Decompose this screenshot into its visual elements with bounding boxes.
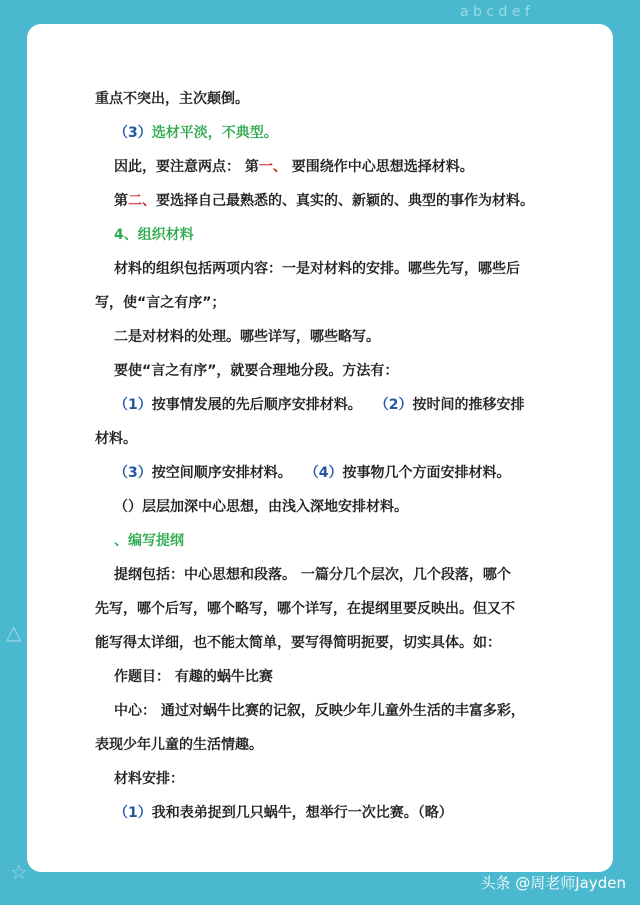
doodle-shape: △ [6, 620, 22, 644]
text-line [95, 150, 565, 184]
highlight-ordinal: 二、 [128, 193, 156, 209]
text-line [95, 184, 565, 218]
text-line: 写，使“言之有序”； [95, 295, 226, 311]
item-number: （4） [311, 465, 343, 481]
watermark: 头条 @周老师Jayden [480, 874, 626, 892]
text-line: 提纲包括：中心思想和段落。 一篇分几个层次，几个段落，哪个 [114, 567, 511, 583]
item-text: 按时间的推移安排 [412, 397, 525, 413]
item-text: 按事物几个方面安排材料。 [342, 465, 511, 481]
text-line [95, 456, 565, 490]
document-body [95, 82, 565, 830]
doodle-numbers: a b c d e f [460, 4, 530, 20]
item-number: （3） [114, 465, 152, 481]
doodle-star: ☆ [10, 860, 28, 884]
text-line: 中心： 通过对蜗牛比赛的记叙，反映少年儿童外生活的丰富多彩， [114, 703, 525, 719]
text-line: 要使“言之有序”，就要合理地分段。方法有： [114, 363, 399, 379]
text-line: （）层层加深中心思想，由浅入深地安排材料。 [114, 499, 408, 515]
text-segment: 因此，要注意两点： 第 [114, 159, 259, 175]
text-line: 材料安排： [114, 771, 184, 787]
text-line [95, 116, 565, 150]
item-text: 按空间顺序安排材料。 [151, 465, 292, 481]
text-line [95, 388, 565, 422]
item-number: （1） [114, 805, 152, 821]
section-heading: 4、组织材料 [114, 227, 194, 243]
item-number: （3） [114, 125, 152, 141]
item-text: 选材平淡，不典型。 [151, 125, 278, 141]
text-line: 材料。 [95, 431, 137, 447]
text-segment: 要选择自己最熟悉的、真实的、新颖的、典型的事作为材料。 [156, 193, 534, 209]
text-line: 材料的组织包括两项内容：一是对材料的安排。哪些先写，哪些后 [114, 261, 520, 277]
text-line: 先写，哪个后写，哪个略写，哪个详写，在提纲里要反映出。但又不 [95, 601, 515, 617]
text-segment: 要围绕作中心思想选择材料。 [286, 159, 474, 175]
section-heading: 、编写提纲 [114, 533, 184, 549]
text-line: 重点不突出，主次颠倒。 [95, 91, 249, 107]
text-line: 能写得太详细，也不能太简单，要写得简明扼要，切实具体。如： [95, 635, 501, 651]
item-number: （1） [114, 397, 152, 413]
item-text: 我和表弟捉到几只蜗牛，想举行一次比赛。（略） [151, 805, 453, 821]
text-line: 二是对材料的处理。哪些详写，哪些略写。 [114, 329, 380, 345]
item-number: （2） [381, 397, 413, 413]
text-segment: 第 [114, 193, 128, 209]
item-text: 按事情发展的先后顺序安排材料。 [151, 397, 362, 413]
text-line: 表现少年儿童的生活情趣。 [95, 737, 263, 753]
text-line [95, 796, 565, 830]
text-line: 作题目： 有趣的蜗牛比赛 [114, 669, 273, 685]
highlight-ordinal: 一、 [258, 159, 287, 175]
